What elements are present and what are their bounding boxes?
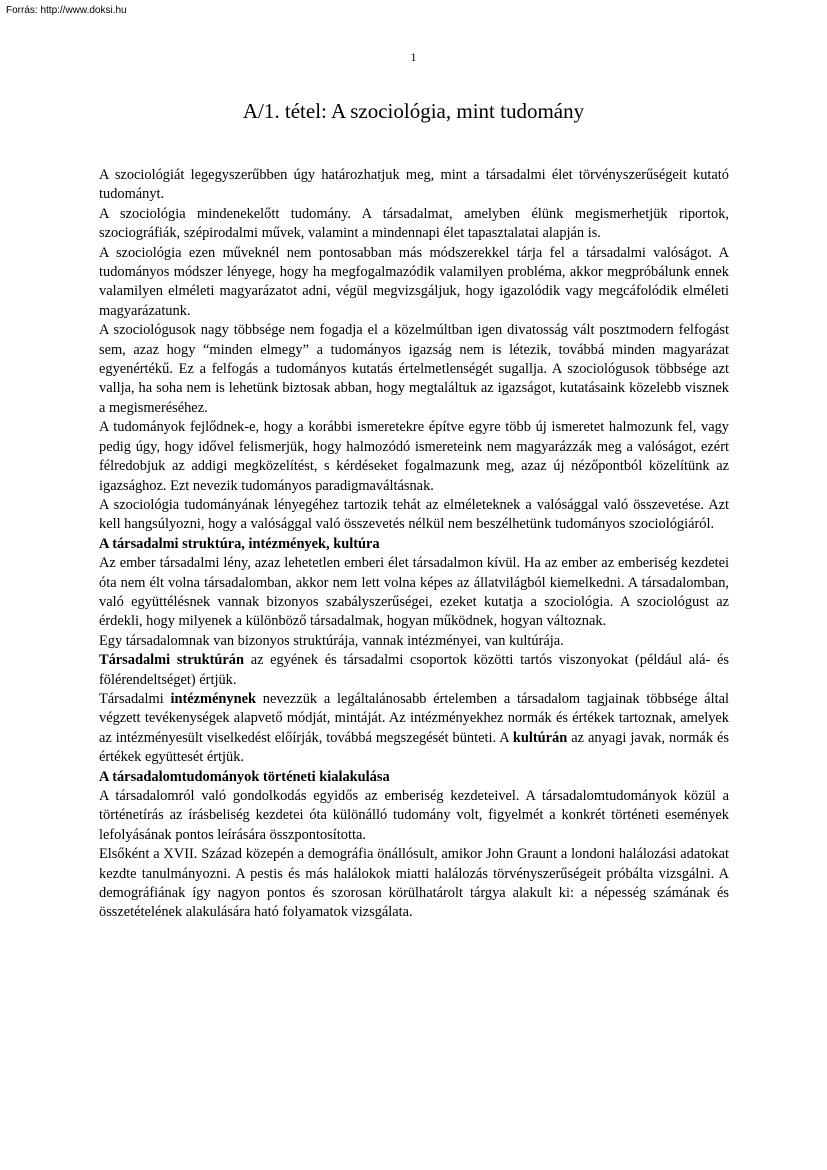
term-institution: intézménynek [170,690,257,707]
paragraph-science: A szociológia mindenekelőtt tudomány. A társadalmat, amelyben élünk megismerhetjük riportok, szociográfiák, szépirodalmi művek, valamint a mindennapi élet tapasztalatai alapján is. [99,205,729,242]
document-body [99,166,729,923]
paragraph-history-thinking: A társadalomról való gondolkodás egyidős az emberiség kezdeteivel. A társadalomtudományok közül a történetírás az írásbeliség kezdetei óta különálló tudomány volt, figyelmét a konkrét történeti események lefolyásának pontos leírására összpontosította. [99,788,729,843]
paragraph-paradigm: A tudományok fejlődnek-e, hogy a korábbi ismeretekre építve egyre több új ismeretet halmozunk fel, vagy pedig úgy, hogy idővel felismerjük, hogy halmozódó ismereteink nem magyarázzák meg a valóságot, ezért félredobjuk az addigi megközelítést, s kérdéseket fogalmazunk meg, azaz új nézőpontból közelítünk az igazsághoz. Ezt nevezik tudományos paradigmaváltásnak. [99,419,729,494]
institution-text-start: Társadalmi [99,690,171,707]
page-title: A/1. tétel: A szociológia, mint tudomány [242,99,585,123]
paragraph-comparison: A szociológia tudományának lényegéhez tartozik tehát az elméleteknek a valósággal való összevetése. Azt kell hangsúlyozni, hogy a valósággal való összevetés nélkül nem beszélhetünk tudományos szociológiáról. [99,496,729,533]
structure-definition-text: az egyének és társadalmi csoportok közötti tartós viszonyokat (például alá- és fölérendeltséget) értjük. [99,652,730,688]
term-culture: kultúrán [512,729,568,746]
page-number: 1 [410,50,417,64]
paragraph-method: A szociológia ezen műveknél nem pontosabban más módszerekkel tárja fel a társadalmi valóságot. A tudományos módszer lényege, hogy ha megfogalmazódik valamilyen probléma, akkor megpróbálunk ennek valamilyen elméleti magyarázatot adni, végül megvizsgáljuk, hogy igazolódik vagy megcáfolódik elméleti magyarázatunk. [99,244,729,319]
paragraph-society-parts: Egy társadalomnak van bizonyos struktúrája, vannak intézményei, van kultúrája. [99,632,564,649]
paragraph-definition: A szociológiát legegyszerűbben úgy határozhatjuk meg, mint a társadalmi élet törvényszerűségeit kutató tudományt. [99,167,729,203]
institution-text-mid: nevezzük a legáltalánosabb értelemben a társadalom tagjainak többsége által végzett tevékenységek alapvető módját, mintáját. Az intézményekhez normák és értékek tartoznak, amelyek az intézményesült viselkedést előírják, továbbá megszegését bünteti. A [99,690,729,746]
term-structure: Társadalmi struktúrán [99,652,245,669]
paragraph-demography: Elsőként a XVII. Század közepén a demográfia önállósult, amikor John Graunt a londoni halálozási adatokat kezdte tanulmányozni. A pestis és más halálokok miatti halálozás törvényszerűségeit próbálta vizsgálni. A demográfiának így nagyon pontos és szorosan körülhatárolt tárgya alakult ki: a népesség számának és összetételének alakulására ható folyamatok vizsgálata. [99,846,729,921]
section-heading-history: A társadalomtudományok történeti kialakulása [99,768,390,785]
paragraph-institution-definition [99,690,729,768]
section-heading-structure: A társadalmi struktúra, intézmények, kultúra [99,535,380,552]
culture-text-end: az anyagi javak, normák és értékek együttesét értjük. [99,729,729,766]
paragraph-structure-definition [99,651,729,690]
source-label: Forrás: http://www.doksi.hu [6,5,127,16]
paragraph-social-being: Az ember társadalmi lény, azaz lehetetlen emberi élet társadalmon kívül. Ha az ember az emberiség kezdetei óta nem élt volna társadalomban, akkor nem lett volna képes az állatvilágból kiemelkedni. A társadalomban, való együttélésnek vannak bizonyos szabályszerűségei, ezeket kutatja a szociológia. A szociológust az érdekli, hogy milyenek a különböző társadalmak, hogyan működnek, hogyan változnak. [99,555,729,630]
paragraph-postmodern: A szociológusok nagy többsége nem fogadja el a közelmúltban igen divatosság vált posztmodern felfogást sem, azaz hogy “minden elmegy” a tudományos igazság nem is létezik, továbbá minden magyarázat egyenértékű. Ez a felfogás a tudományos kutatás értelmetlenségét sugallja. A szociológusok többsége azt vallja, ha soha nem is lehetünk biztosak abban, hogy megtaláltuk az igazságot, kutatásaink közelebb visznek a megismeréséhez. [99,322,729,416]
